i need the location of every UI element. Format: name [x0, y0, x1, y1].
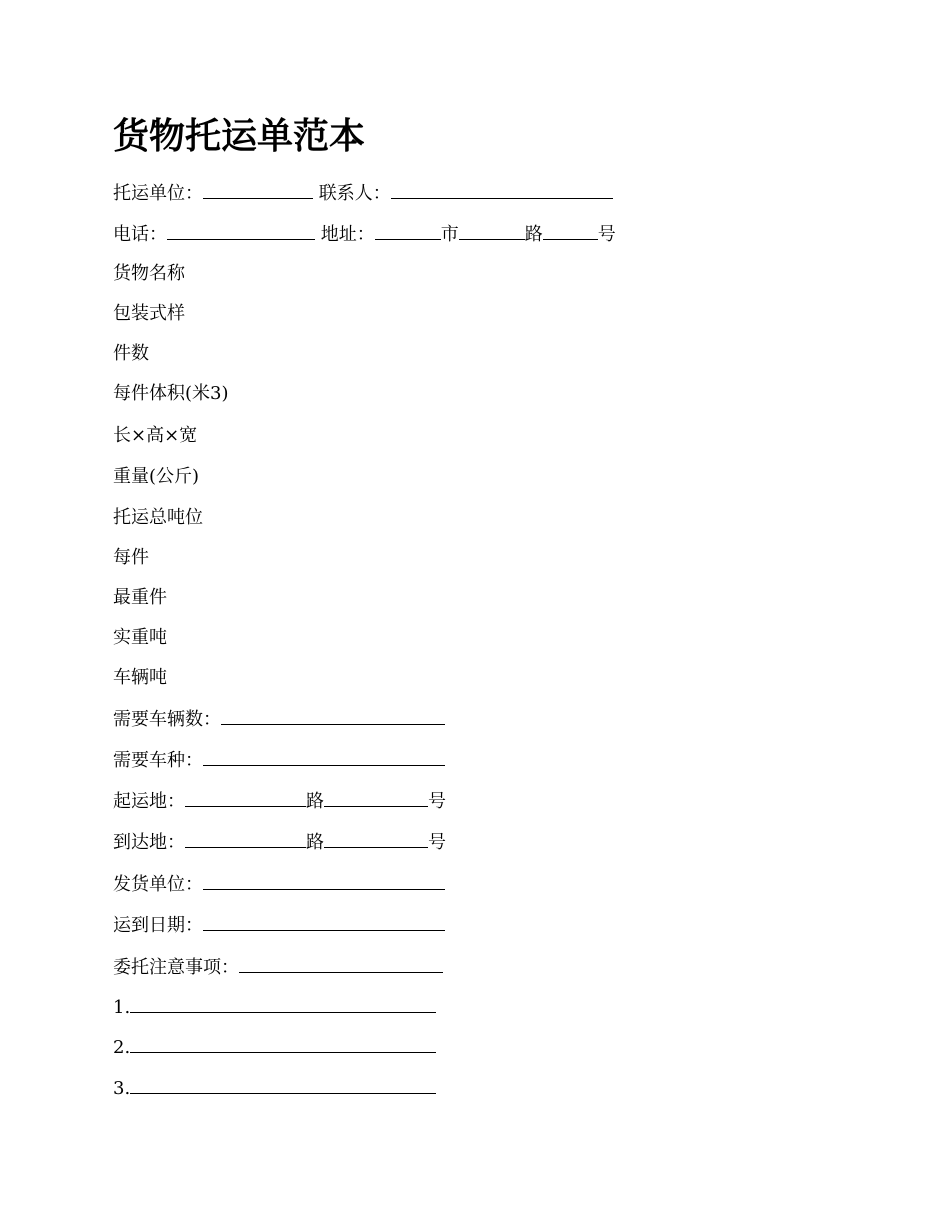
consignor-unit-label: 托运单位： — [113, 183, 203, 204]
vehicle-type-line — [113, 747, 445, 773]
notes-line — [113, 954, 443, 980]
field-volume-per-piece: 每件体积(米3) — [113, 383, 229, 404]
vehicle-count-label: 需要车辆数： — [113, 709, 221, 730]
origin-road-label: 路 — [306, 791, 324, 812]
origin-place-blank[interactable] — [185, 788, 306, 807]
field-vehicle-tons: 车辆吨 — [113, 667, 167, 688]
origin-number-label: 号 — [428, 791, 446, 812]
consignor-unit-blank[interactable] — [203, 180, 313, 199]
road-label: 路 — [524, 224, 543, 245]
arrival-date-blank[interactable] — [203, 912, 445, 931]
phone-label: 电话： — [113, 224, 167, 245]
consignor-line — [113, 180, 613, 206]
city-label: 市 — [440, 224, 459, 245]
field-actual-tons: 实重吨 — [113, 627, 167, 648]
note-number: 2. — [113, 1037, 131, 1058]
address-number-blank[interactable] — [543, 221, 598, 240]
destination-place-blank[interactable] — [185, 829, 306, 848]
note-number: 1. — [113, 997, 131, 1018]
note-item — [113, 1075, 436, 1101]
page-title: 货物托运单范本 — [113, 115, 366, 157]
vehicle-type-label: 需要车种： — [113, 750, 203, 771]
field-weight: 重量(公斤) — [113, 466, 200, 487]
address-label: 地址： — [320, 224, 375, 245]
contact-label: 联系人： — [318, 183, 391, 204]
note-blank[interactable] — [130, 994, 436, 1013]
note-blank[interactable] — [130, 1075, 436, 1094]
number-label: 号 — [597, 224, 616, 245]
destination-number-label: 号 — [428, 832, 446, 853]
arrival-date-line — [113, 912, 445, 938]
field-per-piece: 每件 — [113, 547, 149, 568]
field-heaviest-piece: 最重件 — [113, 587, 167, 608]
note-item — [113, 1034, 436, 1060]
arrival-date-label: 运到日期： — [113, 915, 203, 936]
shipper-unit-label: 发货单位： — [113, 874, 203, 895]
vehicle-count-line — [113, 706, 445, 732]
origin-line — [113, 788, 446, 814]
field-cargo-name: 货物名称 — [113, 263, 185, 284]
origin-label: 起运地： — [113, 791, 185, 812]
vehicle-count-blank[interactable] — [221, 706, 445, 725]
destination-road-label: 路 — [306, 832, 324, 853]
field-packaging: 包装式样 — [113, 303, 185, 324]
note-item — [113, 994, 436, 1020]
phone-blank[interactable] — [167, 221, 315, 240]
shipper-unit-blank[interactable] — [203, 871, 445, 890]
destination-number-blank[interactable] — [324, 829, 428, 848]
shipper-unit-line — [113, 871, 445, 897]
vehicle-type-blank[interactable] — [203, 747, 445, 766]
notes-blank[interactable] — [239, 954, 443, 973]
field-dimensions: 长×高×宽 — [113, 425, 198, 446]
destination-line — [113, 829, 446, 855]
phone-address-line — [113, 221, 616, 247]
note-number: 3. — [113, 1078, 131, 1099]
contact-blank[interactable] — [391, 180, 613, 199]
field-total-tonnage: 托运总吨位 — [113, 507, 203, 528]
destination-label: 到达地： — [113, 832, 185, 853]
field-piece-count: 件数 — [113, 343, 149, 364]
origin-number-blank[interactable] — [324, 788, 428, 807]
address-road-blank[interactable] — [459, 221, 525, 240]
address-city-blank[interactable] — [375, 221, 441, 240]
note-blank[interactable] — [130, 1034, 436, 1053]
notes-label: 委托注意事项： — [113, 957, 239, 978]
